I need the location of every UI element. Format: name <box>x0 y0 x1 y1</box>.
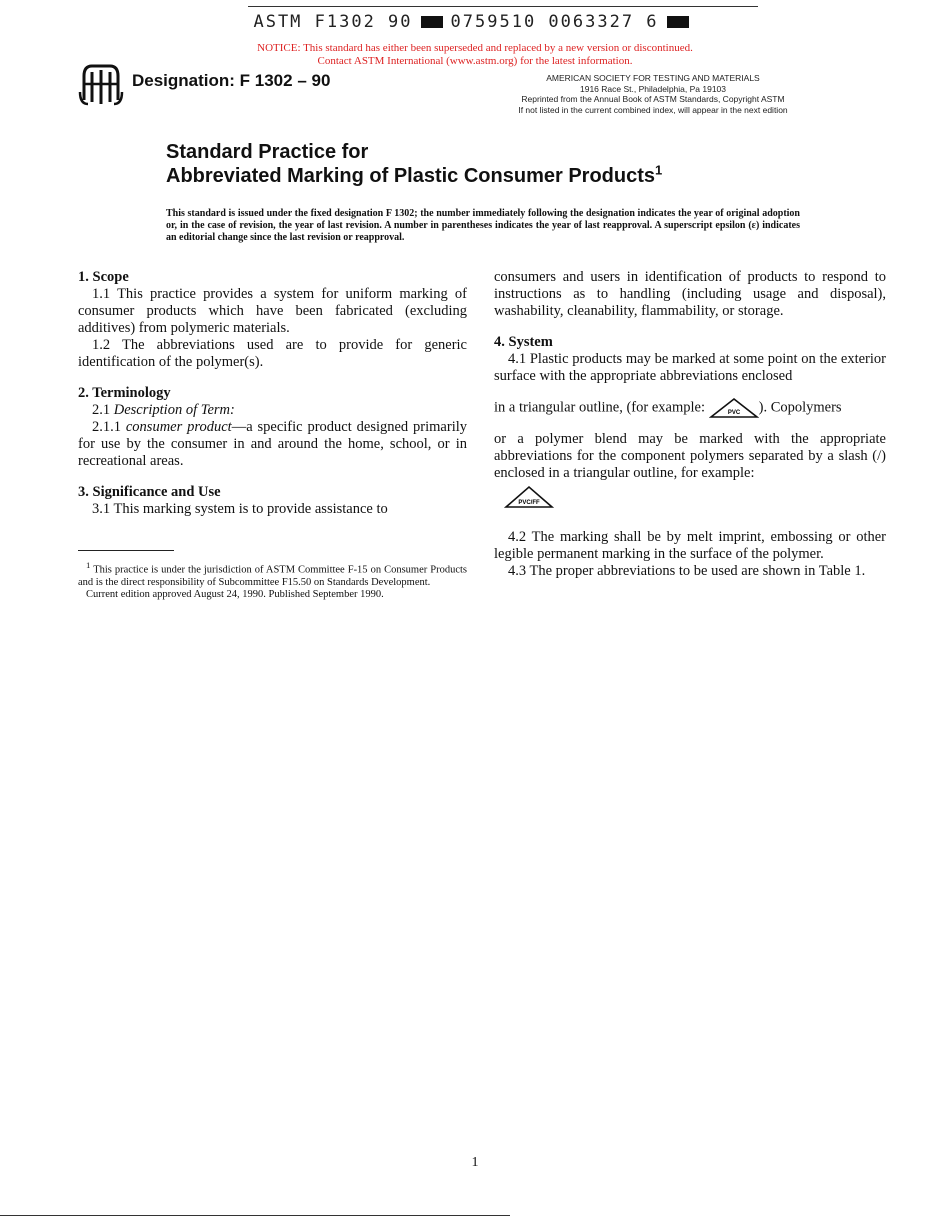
block-mark <box>667 16 689 28</box>
paragraph-4-1-d: or a polymer blend may be marked with the appropriate abbreviations for the component polymers separated by a slash (/) enclosed in a triangular outline, for example: <box>494 431 886 481</box>
system-heading: 4. System <box>494 334 553 350</box>
notice <box>0 42 950 68</box>
paragraph-3-1-cont: consumers and users in identification of products to respond to instructions as to handling (including usage and disposal), washability, cleanability, flammability, or storage. <box>494 269 886 319</box>
astm-logo-icon <box>78 62 124 106</box>
paragraph-4-2: 4.2 The marking shall be by melt imprint, embossing or other legible permanent marking in the surface of the polymer. <box>494 529 886 562</box>
pvc-label: PVC <box>727 410 740 416</box>
notice-line-1: NOTICE: This standard has either been superseded and replaced by a new version or discontinued. <box>257 42 693 54</box>
document-title <box>166 140 662 188</box>
title-text: Abbreviated Marking of Plastic Consumer Products <box>166 165 655 187</box>
page-number: 1 <box>471 1155 479 1170</box>
paragraph-3-1-start: 3.1 This marking system is to provide assistance to <box>92 501 388 517</box>
scope-heading: 1. Scope <box>78 269 129 285</box>
pvc-ff-triangle-icon <box>504 484 554 510</box>
paragraph-1-2: 1.2 The abbreviations used are to provide for generic identification of the polymer(s). <box>78 337 467 370</box>
left-column <box>78 269 467 601</box>
footnote <box>78 559 467 601</box>
paragraph-4-1-b <box>494 397 886 419</box>
term-description: Description of Term: <box>113 402 235 418</box>
num-2-1: 2.1 <box>92 402 111 418</box>
footnote-edition: Current edition approved August 24, 1990. Published September 1990. <box>86 588 384 600</box>
significance-heading: 3. Significance and Use <box>78 484 221 500</box>
paragraph-2-1-1 <box>78 419 467 470</box>
definition-text: —a specific product designed primarily for use by the consumer in and around the home, school, or in recreational areas. <box>78 419 467 469</box>
block-mark <box>421 16 443 28</box>
notice-line-2: Contact ASTM International (www.astm.org) for the latest information. <box>317 55 633 67</box>
paragraph-2-1 <box>78 402 467 419</box>
right-column <box>494 269 886 580</box>
code-part-2: 0759510 0063327 6 <box>450 12 659 32</box>
example-intro: in a triangular outline, (for example: <box>494 399 705 416</box>
paragraph-1-1: 1.1 This practice provides a system for uniform marking of consumer products which have been fabricated (excluding additives) from polymeric materials. <box>78 286 467 336</box>
reprint-line-2: If not listed in the current combined index, will appear in the next edition <box>518 104 788 115</box>
pvc-ff-label: PVC/FF <box>518 500 540 506</box>
issued-note: This standard is issued under the fixed designation F 1302; the number immediately following the designation indicates the year of original adoption or, in the case of revision, the year of last revision. A number in parentheses indicates the year of last reapproval. A superscript epsilon (ε) indicates an editorial change since the last revision or reapproval. <box>166 208 800 243</box>
code-part-1: ASTM F1302 90 <box>253 12 413 32</box>
society-address: 1916 Race St., Philadelphia, Pa 19103 <box>579 83 727 94</box>
document-code <box>0 12 950 32</box>
footnote-text <box>78 559 467 589</box>
term-consumer-product: consumer product <box>125 419 232 435</box>
title-footnote-mark: 1 <box>655 162 663 178</box>
num-2-1-1: 2.1.1 <box>92 419 121 435</box>
paragraph-4-1-a: 4.1 Plastic products may be marked at some point on the exterior surface with the appropriate abbreviations enclosed <box>494 351 886 384</box>
footnote-body: This practice is under the jurisdiction of ASTM Committee F-15 on Consumer Products and is the direct responsibility of Subcommittee F15.50 on Standards Development. <box>78 564 467 588</box>
title-line-1: Standard Practice for <box>166 141 369 163</box>
blend-example <box>504 484 886 515</box>
reprint-line-1: Reprinted from the Annual Book of ASTM Standards, Copyright ASTM <box>521 94 785 104</box>
pvc-triangle-icon <box>709 397 759 419</box>
top-rule <box>248 6 758 7</box>
terminology-heading: 2. Terminology <box>78 385 171 401</box>
title-line-2 <box>166 164 662 188</box>
paragraph-4-3: 4.3 The proper abbreviations to be used are shown in Table 1. <box>508 563 866 579</box>
footnote-rule <box>78 550 174 551</box>
copolymers-text: ). Copolymers <box>758 399 842 416</box>
footnote-mark: 1 <box>86 560 91 570</box>
society-name: AMERICAN SOCIETY FOR TESTING AND MATERIALS <box>546 73 760 83</box>
designation: Designation: F 1302 – 90 <box>132 71 331 90</box>
bottom-rule <box>0 1215 510 1216</box>
society-info <box>488 73 818 115</box>
